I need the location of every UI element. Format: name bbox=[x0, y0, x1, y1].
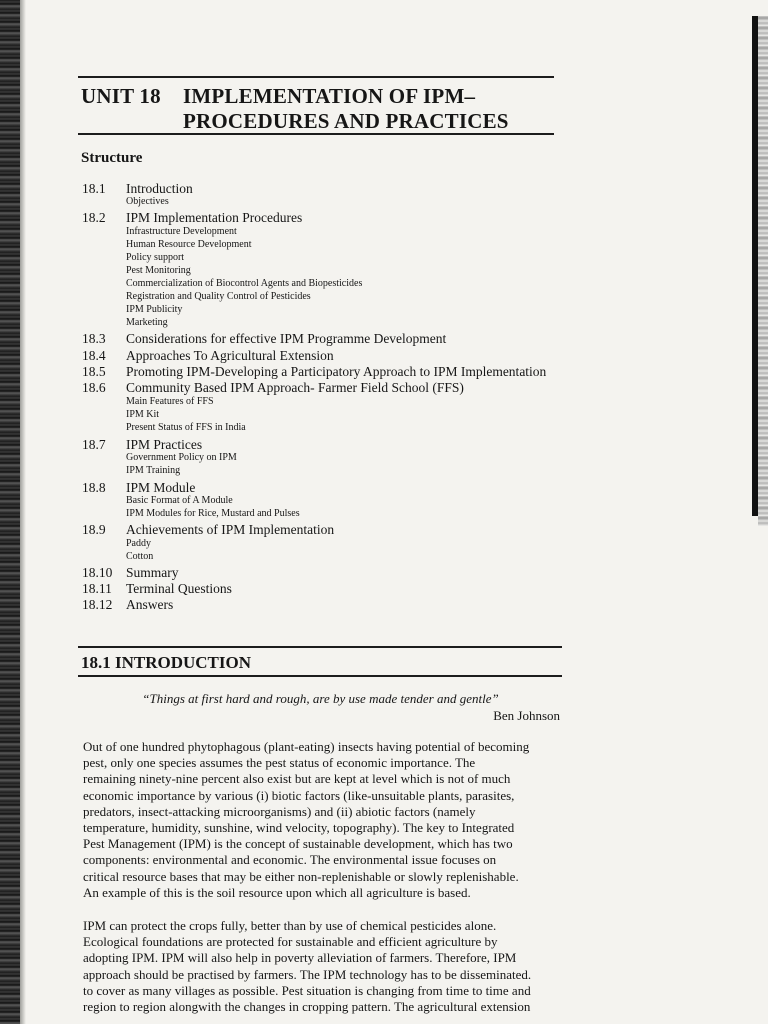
toc-title: IPM Implementation Procedures bbox=[126, 210, 303, 225]
toc-subitem: IPM Publicity bbox=[126, 304, 183, 315]
toc-title: Approaches To Agricultural Extension bbox=[126, 348, 334, 363]
text-line: remaining ninety-nine percent also exist but are kept at level which is not of much bbox=[83, 771, 511, 787]
structure-heading: Structure bbox=[81, 150, 143, 166]
toc-subitem: Objectives bbox=[126, 196, 169, 207]
toc-title: Answers bbox=[126, 597, 174, 612]
toc-number: 18.8 bbox=[82, 480, 106, 495]
toc-title: Terminal Questions bbox=[126, 581, 232, 596]
toc-subitem: Human Resource Development bbox=[126, 239, 252, 250]
toc-subitem: Present Status of FFS in India bbox=[126, 422, 246, 433]
toc-item bbox=[82, 597, 173, 612]
text-line: components: environmental and economic. The environmental issue focuses on bbox=[83, 852, 497, 868]
toc-number: 18.11 bbox=[82, 581, 112, 596]
epigraph-quote: “Things at first hard and rough, are by use made tender and gentle” bbox=[142, 691, 499, 706]
unit-title-line2: PROCEDURES AND PRACTICES bbox=[183, 109, 509, 133]
text-line: critical resource bases that may be either non-replenishable or slowly replenishable. bbox=[83, 868, 519, 884]
toc-subitem: Main Features of FFS bbox=[126, 396, 214, 407]
toc-subitem: Commercialization of Biocontrol Agents and Biopesticides bbox=[126, 278, 363, 289]
toc-number: 18.6 bbox=[82, 380, 106, 395]
toc-subitem: Basic Format of A Module bbox=[126, 495, 233, 506]
toc-title: Considerations for effective IPM Programme Development bbox=[126, 331, 447, 346]
toc-subitem: Paddy bbox=[126, 538, 151, 549]
toc-title: Summary bbox=[126, 565, 179, 580]
text-line: Ecological foundations are protected for sustainable and efficient agriculture by bbox=[83, 934, 498, 950]
text-line: approach should be practised by farmers. The IPM technology has to be disseminated. bbox=[83, 966, 532, 982]
toc-subitem: Marketing bbox=[126, 317, 168, 328]
text-line: An example of this is the soil resource upon which all agriculture is based. bbox=[83, 884, 471, 900]
text-line: economic importance by various (i) biotic factors (like-unsuitable plants, parasites, bbox=[83, 787, 515, 803]
toc-subitem: IPM Modules for Rice, Mustard and Pulses bbox=[126, 508, 300, 519]
toc-item bbox=[82, 348, 334, 363]
unit-label: UNIT 18 bbox=[81, 84, 161, 108]
toc-number: 18.3 bbox=[82, 331, 106, 346]
toc-title: Achievements of IPM Implementation bbox=[126, 522, 335, 537]
section-top-rule bbox=[78, 646, 562, 648]
toc-item bbox=[82, 380, 464, 395]
epigraph-author: Ben Johnson bbox=[493, 708, 560, 723]
toc-subitem: IPM Training bbox=[126, 465, 181, 476]
toc-subitem: Policy support bbox=[126, 252, 185, 263]
toc-item bbox=[82, 581, 232, 596]
toc-item bbox=[82, 565, 179, 580]
toc-subitem: Cotton bbox=[126, 551, 154, 562]
scan-binding-edge bbox=[0, 0, 20, 1024]
toc-title: IPM Practices bbox=[126, 437, 203, 452]
text-line: pest, only one species assumes the pest status of economic importance. The bbox=[83, 755, 476, 771]
text-line: IPM can protect the crops fully, better than by use of chemical pesticides alone. bbox=[83, 918, 497, 933]
toc-item bbox=[82, 437, 202, 452]
toc-number: 18.7 bbox=[82, 437, 106, 452]
toc-item bbox=[82, 480, 195, 495]
text-line: Pest Management (IPM) is the concept of sustainable development, which has two bbox=[83, 836, 513, 852]
toc-item bbox=[82, 210, 302, 225]
toc-number: 18.9 bbox=[82, 522, 106, 537]
toc-title: Promoting IPM-Developing a Participatory Approach to IPM Implementation bbox=[126, 364, 547, 379]
toc-number: 18.2 bbox=[82, 210, 106, 225]
text-line: temperature, humidity, sunshine, wind velocity, topography). The key to Integrated bbox=[83, 820, 515, 836]
toc-number: 18.4 bbox=[82, 348, 106, 363]
text-line: adopting IPM. IPM will also help in poverty alleviation of farmers. Therefore, IPM bbox=[83, 950, 517, 966]
text-line: region to region alongwith the changes in cropping pattern. The agricultural extension bbox=[83, 999, 531, 1015]
title-bottom-rule bbox=[78, 133, 554, 135]
toc-title: IPM Module bbox=[126, 480, 196, 495]
title-top-rule bbox=[78, 76, 554, 78]
toc-number: 18.1 bbox=[82, 181, 106, 196]
scan-margin-bar bbox=[752, 16, 758, 516]
body-paragraph bbox=[83, 918, 559, 1015]
text-line: to cover as many villages as possible. Pest situation is changing from time to time and bbox=[83, 982, 531, 998]
unit-title bbox=[81, 84, 509, 134]
toc-item bbox=[82, 331, 446, 346]
toc-subitem: Registration and Quality Control of Pesticides bbox=[126, 291, 311, 302]
section-bottom-rule bbox=[78, 675, 562, 677]
toc-subitem: Infrastructure Development bbox=[126, 226, 237, 237]
body-paragraph bbox=[83, 739, 559, 901]
toc-subitem: Government Policy on IPM bbox=[126, 452, 237, 463]
section-heading: 18.1 INTRODUCTION bbox=[81, 653, 252, 672]
scan-margin-noise bbox=[758, 16, 768, 526]
toc-subitem: IPM Kit bbox=[126, 409, 160, 420]
toc-number: 18.10 bbox=[82, 565, 113, 580]
text-line: Out of one hundred phytophagous (plant-eating) insects having potential of becoming bbox=[83, 739, 530, 754]
toc-number: 18.12 bbox=[82, 597, 113, 612]
toc-item bbox=[82, 522, 334, 537]
text-line: predators, insect-attacking microorganisms) and (ii) abiotic factors (namely bbox=[83, 803, 476, 819]
toc-title: Introduction bbox=[126, 181, 193, 196]
unit-title-line1: IMPLEMENTATION OF IPM– bbox=[183, 84, 476, 108]
toc-subitem: Pest Monitoring bbox=[126, 265, 191, 276]
toc-title: Community Based IPM Approach- Farmer Field School (FFS) bbox=[126, 380, 464, 395]
toc-number: 18.5 bbox=[82, 364, 106, 379]
toc-item bbox=[82, 364, 546, 379]
toc-item bbox=[82, 181, 193, 196]
